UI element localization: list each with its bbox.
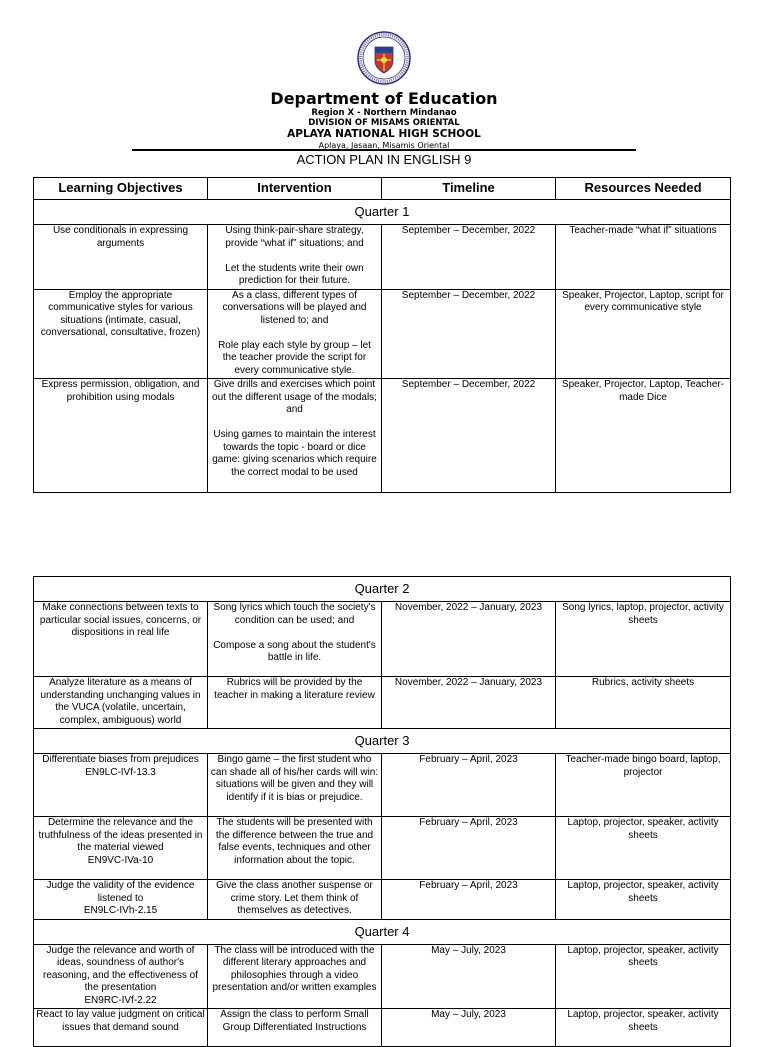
intervention-cell	[208, 225, 382, 290]
competency-code: EN9VC-IVa-10	[87, 854, 154, 866]
timeline-cell: September – December, 2022	[382, 289, 556, 379]
intervention-cell: The class will be introduced with the different literary approaches and philosophies through a video presentation and/or written examples	[208, 944, 382, 1009]
intervention-text: Let the students write their own prediction for their future.	[225, 262, 364, 286]
objective-text: Judge the validity of the evidence listened to	[46, 880, 195, 904]
resources-cell: Song lyrics, laptop, projector, activity sheets	[556, 602, 731, 677]
letterhead	[0, 30, 768, 151]
intervention-cell	[208, 379, 382, 493]
objective-text: Differentiate biases from prejudices	[42, 754, 199, 765]
quarter-1-label: Quarter 1	[34, 200, 731, 225]
timeline-cell: September – December, 2022	[382, 379, 556, 493]
intervention-text: Role play each style by group – let the teacher provide the script for every communicative style.	[218, 339, 371, 376]
intervention-cell: The students will be presented with the difference between the true and false events, techniques and other information about the topic.	[208, 817, 382, 880]
quarter-header-row	[34, 729, 731, 754]
intervention-cell: Give the class another suspense or crime story. Let them think of themselves as detectives.	[208, 880, 382, 920]
resources-cell: Laptop, projector, speaker, activity sheets	[556, 944, 731, 1009]
department-name: Department of Education	[270, 89, 498, 108]
timeline-cell: May – July, 2023	[382, 944, 556, 1009]
quarter-header-row	[34, 577, 731, 602]
column-header-intervention: Intervention	[208, 178, 382, 200]
timeline-cell: November, 2022 – January, 2023	[382, 602, 556, 677]
objective-cell	[34, 944, 208, 1009]
intervention-cell	[208, 289, 382, 379]
table-row	[34, 817, 731, 880]
objective-cell: React to lay value judgment on critical issues that demand sound	[34, 1009, 208, 1047]
intervention-text: Song lyrics which touch the society's condition can be used; and	[213, 602, 376, 626]
region-line: Region X - Northern Mindanao	[311, 108, 457, 118]
table-row	[34, 289, 731, 379]
column-header-timeline: Timeline	[382, 178, 556, 200]
intervention-text: Using games to maintain the interest towards the topic - board or dice game: giving scenarios which require the correct modal to be used	[212, 429, 377, 478]
table-row	[34, 1009, 731, 1047]
resources-cell: Speaker, Projector, Laptop, script for every communicative style	[556, 289, 731, 379]
column-header-resources: Resources Needed	[556, 178, 731, 200]
resources-cell: Laptop, projector, speaker, activity sheets	[556, 880, 731, 920]
objective-cell: Express permission, obligation, and prohibition using modals	[34, 379, 208, 493]
table-row	[34, 754, 731, 817]
resources-cell: Teacher-made “what if” situations	[556, 225, 731, 290]
school-address: Aplaya, Jasaan, Misamis Oriental	[318, 141, 450, 150]
intervention-text: As a class, different types of conversations will be played and listened to; and	[222, 289, 367, 326]
timeline-cell: February – April, 2023	[382, 880, 556, 920]
timeline-cell: February – April, 2023	[382, 817, 556, 880]
action-plan-table-page-2	[33, 576, 731, 1047]
table-row	[34, 379, 731, 493]
objective-cell: Employ the appropriate communicative styles for various situations (intimate, casual, conversational, consultative, frozen)	[34, 289, 208, 379]
objective-text: Determine the relevance and the truthfulness of the ideas presented in the material viewed	[38, 817, 203, 853]
table-row	[34, 677, 731, 729]
objective-cell	[34, 817, 208, 880]
intervention-cell: Assign the class to perform Small Group Differentiated Instructions	[208, 1009, 382, 1047]
deped-seal-icon	[356, 30, 412, 86]
timeline-cell: November, 2022 – January, 2023	[382, 677, 556, 729]
objective-cell: Make connections between texts to particular social issues, concerns, or dispositions in real life	[34, 602, 208, 677]
resources-cell: Laptop, projector, speaker, activity sheets	[556, 817, 731, 880]
resources-cell: Teacher-made bingo board, laptop, projector	[556, 754, 731, 817]
quarter-4-label: Quarter 4	[34, 919, 731, 944]
table-row	[34, 602, 731, 677]
objective-cell: Use conditionals in expressing arguments	[34, 225, 208, 290]
intervention-text: Compose a song about the student's battle in life.	[213, 639, 376, 663]
competency-code: EN9LC-IVf-13.3	[85, 766, 156, 778]
header-divider	[132, 149, 636, 151]
table-row	[34, 880, 731, 920]
quarter-3-label: Quarter 3	[34, 729, 731, 754]
table-row	[34, 944, 731, 1009]
competency-code: EN9RC-IVf-2.22	[84, 994, 157, 1006]
division-line: DIVISION OF MISAMS ORIENTAL	[308, 118, 460, 128]
objective-cell	[34, 754, 208, 817]
timeline-cell: February – April, 2023	[382, 754, 556, 817]
quarter-2-label: Quarter 2	[34, 577, 731, 602]
quarter-header-row	[34, 200, 731, 225]
quarter-header-row	[34, 919, 731, 944]
intervention-text: Give drills and exercises which point out the different usage of the modals; and	[212, 379, 377, 415]
intervention-cell: Rubrics will be provided by the teacher in making a literature review	[208, 677, 382, 729]
table-row	[34, 225, 731, 290]
objective-text: Judge the relevance and worth of ideas, soundness of author's reasoning, and the effectiveness of the presentation	[43, 944, 198, 993]
school-name: APLAYA NATIONAL HIGH SCHOOL	[287, 128, 481, 140]
objective-cell: Analyze literature as a means of understanding unchanging values in the VUCA (volatile, uncertain, complex, ambiguous) world	[34, 677, 208, 729]
action-plan-table-page-1	[33, 177, 731, 493]
timeline-cell: May – July, 2023	[382, 1009, 556, 1047]
resources-cell: Laptop, projector, speaker, activity sheets	[556, 1009, 731, 1047]
intervention-cell: Bingo game – the first student who can shade all of his/her cards will win: situations will be given and they will identify if it is bias or prejudice.	[208, 754, 382, 817]
table-header-row	[34, 178, 731, 200]
intervention-text: Using think-pair-share strategy, provide “what if” situations; and	[225, 225, 364, 249]
column-header-objectives: Learning Objectives	[34, 178, 208, 200]
intervention-cell	[208, 602, 382, 677]
document-title: ACTION PLAN IN ENGLISH 9	[296, 152, 472, 167]
timeline-cell: September – December, 2022	[382, 225, 556, 290]
objective-cell	[34, 880, 208, 920]
competency-code: EN9LC-IVh-2.15	[83, 905, 158, 916]
resources-cell: Rubrics, activity sheets	[556, 677, 731, 729]
resources-cell: Speaker, Projector, Laptop, Teacher-made Dice	[556, 379, 731, 493]
